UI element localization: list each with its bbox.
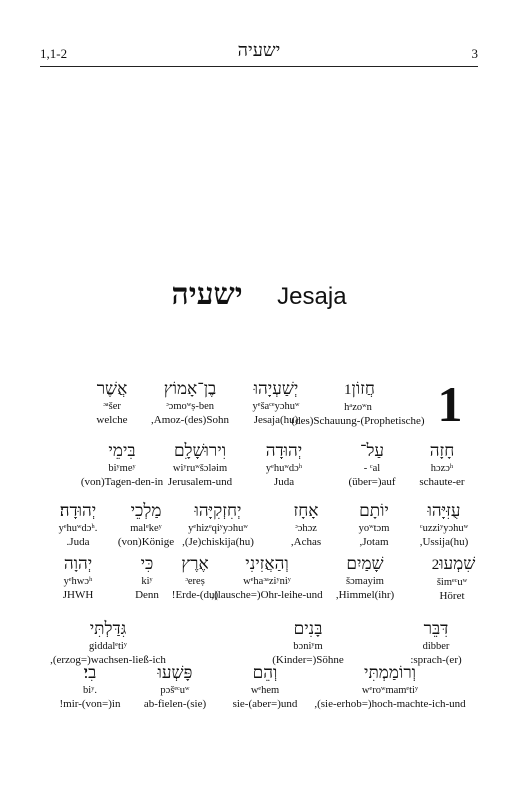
word-unit xyxy=(272,618,344,667)
word-unit xyxy=(63,553,94,602)
gloss: (von)Tagen-den-in xyxy=(80,476,164,488)
gloss: !mir-(von=)in xyxy=(59,698,121,710)
transliteration: yᵉhwɔʰ xyxy=(63,576,93,587)
word-unit xyxy=(182,500,254,549)
transliteration: yoʷtɔm xyxy=(358,523,390,534)
hebrew-word: שִׁמְעוּ2 xyxy=(431,554,476,573)
hebrew-word: יְהוּדָה xyxy=(265,441,303,460)
transliteration: šimᵉᶜuʷ xyxy=(436,577,468,588)
hebrew-word: יְהוּדָה׃ xyxy=(59,501,97,520)
word-unit xyxy=(314,662,465,711)
transliteration: yᵉhuʷdɔʰ. xyxy=(58,523,98,534)
transliteration: yᵉšaᶜᵉyɔhuʷ xyxy=(252,401,300,412)
transliteration: kiʸ xyxy=(141,576,153,587)
gloss: (des)Schauung-(Prophetische) xyxy=(291,415,425,427)
word-unit xyxy=(60,662,121,711)
transliteration: giddalᵉtiʸ xyxy=(89,641,127,652)
hebrew-word: בִי׃ xyxy=(83,663,97,682)
transliteration: malᵉkeʸ xyxy=(130,523,162,534)
book-title xyxy=(0,278,518,312)
interlinear-line xyxy=(40,662,466,718)
gloss: Höret xyxy=(439,590,465,602)
gloss: ab-fielen-(sie) xyxy=(143,698,207,710)
hebrew-word: שָׁמַיִם xyxy=(346,554,384,573)
word-unit xyxy=(59,500,98,549)
hebrew-word: אָחָז xyxy=(293,501,319,520)
hebrew-word: פָּשְׁעוּ xyxy=(157,663,193,682)
verse-reference: 1,1-2 xyxy=(40,46,68,61)
transliteration: ᵓereṣ xyxy=(185,576,205,587)
hebrew-word: כִּי xyxy=(140,554,154,573)
hebrew-word: אֶרֶץ xyxy=(181,554,209,573)
gloss: JHWH xyxy=(62,589,94,601)
hebrew-word: בֶן־אָמוֹץ xyxy=(163,379,217,398)
running-header xyxy=(40,40,478,67)
gloss: ,(erzog=)wachsen-ließ-ich xyxy=(50,654,166,666)
transliteration: biʸmeʸ xyxy=(108,463,136,474)
word-unit xyxy=(359,500,390,549)
word-unit xyxy=(118,500,174,549)
transliteration: hɔzɔʰ xyxy=(430,463,454,474)
hebrew-word: עַל־ xyxy=(359,441,385,460)
word-unit xyxy=(172,553,218,602)
transliteration: wiʸruʷšɔləim xyxy=(172,463,228,474)
word-unit xyxy=(81,440,163,489)
gloss: Denn xyxy=(135,589,159,601)
gloss: ,Ussija(hu) xyxy=(419,536,469,548)
gloss: !Erde-(du) xyxy=(171,589,219,601)
word-unit xyxy=(135,553,159,602)
gloss: sie-(aber=)und xyxy=(232,698,298,710)
word-unit xyxy=(291,500,321,549)
gloss: ,(sie-erhob=)hoch-machte-ich-und xyxy=(314,698,466,710)
transliteration: biʸ. xyxy=(83,685,97,696)
gloss: (von)Könige xyxy=(117,536,175,548)
word-unit xyxy=(50,618,166,667)
gloss: welche xyxy=(96,414,128,426)
gloss: :sprach-(er) xyxy=(410,654,462,666)
hebrew-word: מַלְכֵי xyxy=(130,501,162,520)
hebrew-word: וְרוֹמַמְתִּי xyxy=(363,663,417,682)
word-unit xyxy=(336,553,394,602)
gloss: (Kinder=)Söhne xyxy=(272,654,344,666)
transliteration: - ᶜal xyxy=(363,463,381,474)
transliteration: ᵓɔhɔz xyxy=(295,523,317,534)
gloss: ,Himmel(ihr) xyxy=(335,589,395,601)
word-unit xyxy=(420,500,469,549)
word-unit xyxy=(419,440,464,489)
hebrew-word: בִּימֵי xyxy=(108,441,136,460)
transliteration: wᵉroʷmamᵉtiʸ xyxy=(361,685,419,696)
hebrew-word: חָזָה xyxy=(429,441,455,460)
interlinear-line xyxy=(40,500,469,556)
interlinear-line xyxy=(40,553,476,609)
hebrew-word: וִירוּשָׁלִָם xyxy=(173,441,227,460)
hebrew-word: וְהַאֲזִינִי xyxy=(245,554,289,573)
word-unit xyxy=(253,378,300,427)
hebrew-word: וְהֵם xyxy=(252,663,278,682)
hebrew-word: יְשַׁעְיָהוּ xyxy=(253,379,299,398)
transliteration: yᵉhizᵉqiʸyɔhuʷ xyxy=(188,523,248,534)
transliteration: wᵉhem xyxy=(250,685,280,696)
word-unit xyxy=(348,440,395,489)
transliteration: yᵉhuʷdɔʰ xyxy=(265,463,303,474)
hebrew-word: גִּדַּלְתִּי xyxy=(89,619,127,638)
word-unit xyxy=(233,662,298,711)
gloss: Jerusalem-und xyxy=(167,476,233,488)
book-title-latin: Jesaja xyxy=(277,283,347,310)
gloss: Juda xyxy=(273,476,295,488)
word-unit xyxy=(144,662,206,711)
hebrew-word: חֲזוֹן1 xyxy=(344,379,375,398)
word-unit xyxy=(96,378,127,427)
transliteration: dibber xyxy=(422,641,450,652)
chapter-number: 1 xyxy=(437,376,463,432)
book-title-hebrew: ישעיה xyxy=(237,40,281,60)
hebrew-word: עֻזִּיָּהוּ xyxy=(427,501,461,520)
gloss: ,(lausche=)Ohr-leihe-und xyxy=(211,589,323,601)
transliteration: šɔmayim xyxy=(346,576,384,587)
hebrew-word: בָּנִים xyxy=(293,619,323,638)
hebrew-word: אֲשֶׁר xyxy=(96,379,128,398)
hebrew-word: יוֹתָם xyxy=(359,501,389,520)
interlinear-line xyxy=(40,440,465,496)
transliteration: bɔniʸm xyxy=(293,641,323,652)
word-unit xyxy=(168,440,232,489)
hebrew-word: יְהוָה xyxy=(63,554,93,573)
gloss: ,Amoz-(des)Sohn xyxy=(151,414,229,426)
transliteration: ᵓᵃšer xyxy=(103,401,121,412)
word-unit xyxy=(291,378,424,428)
gloss: ,Achas xyxy=(290,536,322,548)
word-unit xyxy=(266,440,303,489)
transliteration: hᵃzoʷn xyxy=(344,402,372,413)
verse-number: 1 xyxy=(344,382,352,398)
gloss: schaute-er xyxy=(419,476,465,488)
hebrew-word: דִּבֵּר xyxy=(423,619,449,638)
gloss: ,(Je)chiskija(hu) xyxy=(182,536,254,548)
transliteration: wᵉhaᵓᵃziʸniʸ xyxy=(243,576,291,587)
transliteration: ᵓɔmoʷṣ-ben xyxy=(165,401,214,412)
page-number: 3 xyxy=(471,46,478,61)
verse-number: 2 xyxy=(431,557,440,573)
transliteration: pɔšᵉᶜuʷ xyxy=(160,685,190,696)
book-title-heb: ישעיה xyxy=(171,278,243,311)
word-unit xyxy=(429,553,476,603)
word-unit xyxy=(151,378,229,427)
word-unit xyxy=(410,618,461,667)
hebrew-word: יְחִזְקִיָּהוּ xyxy=(194,501,242,520)
gloss: .Juda xyxy=(66,536,90,548)
gloss: ,Jotam xyxy=(359,536,389,548)
gloss: (über=)auf xyxy=(348,476,396,488)
word-unit xyxy=(211,553,322,602)
transliteration: ᶜuzziʸyɔhuʷ xyxy=(419,523,469,534)
interlinear-line xyxy=(40,378,425,434)
gloss: Jesaja(hu) xyxy=(253,414,299,426)
